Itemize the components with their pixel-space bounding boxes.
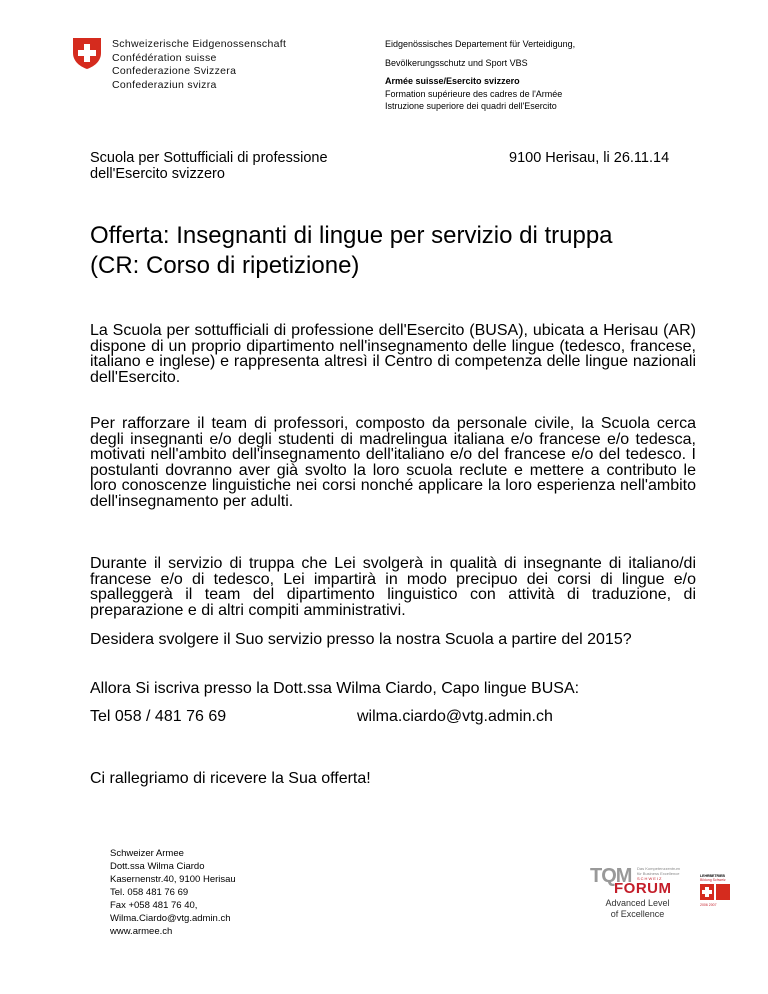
excellence-level: Advanced Level of Excellence xyxy=(605,898,670,919)
confederation-line: Confédération suisse xyxy=(112,51,217,64)
place-date: 9100 Herisau, li 26.11.14 xyxy=(509,150,670,166)
footer-line: Kasernenstr.40, 9100 Herisau xyxy=(110,874,236,885)
footer-address xyxy=(110,847,236,938)
footer-line[interactable]: www.armee.ch xyxy=(110,926,173,937)
apply-line: Allora Si iscriva presso la Dott.ssa Wilma Ciardo, Capo lingue BUSA: xyxy=(90,680,580,697)
confederation-name xyxy=(112,38,286,92)
confederation-line: Confederazione Svizzera xyxy=(112,65,237,77)
department-line: Bevölkerungsschutz und Sport VBS xyxy=(385,57,528,68)
sender-line: dell'Esercito svizzero xyxy=(90,166,225,182)
lehrbetrieb-award-logo: LEHRBETRIEB Bildung Schweiz 2006 2007 xyxy=(700,874,736,907)
footer-line: Dott.ssa Wilma Ciardo xyxy=(110,861,205,872)
school-line: Istruzione superiore dei quadri dell'Esercito xyxy=(385,101,557,111)
paragraph-question: Desidera svolgere il Suo servizio presso la nostra Scuola a partire del 2015? xyxy=(90,631,632,648)
confederation-line: Confederaziun svizra xyxy=(112,78,217,91)
army-line: Armée suisse/Esercito svizzero xyxy=(385,76,520,86)
footer-line[interactable]: Wilma.Ciardo@vtg.admin.ch xyxy=(110,913,231,924)
footer-line: Schweizer Armee xyxy=(110,848,184,859)
paragraph-duties: Durante il servizio di truppa che Lei svolgerà in qualità di insegnante di italiano/di francese e/o di tedesco, Lei impartirà in modo precipuo dei corsi di lingue e/o spalleggerà il team del dipartimento linguistico con attività di traduzione, di preparazione e di altri compiti amministrativi. xyxy=(90,555,696,619)
page-title xyxy=(90,221,710,281)
contact-phone: Tel 058 / 481 76 69 xyxy=(90,708,227,725)
award-emblem-icon xyxy=(700,882,730,902)
tqm-subbrand: SCHWEIZ xyxy=(637,876,663,881)
paragraph-requirements: Per rafforzare il team di professori, composto da personale civile, la Scuola cerca degli insegnanti e/o degli studenti di madrelingua italiana e/o francese e/o tedesca, motivati nell'ambito dell'insegnamento dell'italiano e/o del francese e/o del tedesco. I postulanti dovranno aver già svolto la loro scuola reclute e mettere a contributo le loro conoscenze linguistiche nei corsi nonché applicare la loro esperienza nell'ambito dell'insegnamento per adulti. xyxy=(90,415,696,510)
tqm-brand: TQM xyxy=(590,865,632,887)
swiss-coat-of-arms-icon xyxy=(72,37,102,70)
tqm-tagline: Das Kompetenzzentrum für Business Excellence SCHWEIZ xyxy=(637,866,680,881)
forum-brand: FORUM xyxy=(614,880,672,897)
paragraph-intro: La Scuola per sottufficiali di professione dell'Esercito (BUSA), ubicata a Herisau (AR) dispone di un proprio dipartimento nell'insegnamento delle lingue (tedesco, francese, italiano e inglese) e rappresenta altresì il Centro di competenza delle lingue nazionali dell'Esercito. xyxy=(90,322,696,386)
tqm-forum-logo xyxy=(590,865,690,920)
title-line: Offerta: Insegnanti di lingue per servizio di truppa xyxy=(90,222,613,249)
footer-line: Fax +058 481 76 40, xyxy=(110,900,198,911)
department-block xyxy=(385,38,575,113)
closing-line: Ci rallegriamo di ricevere la Sua offerta! xyxy=(90,770,371,787)
department-line: Eidgenössisches Departement für Verteidigung, xyxy=(385,39,576,49)
footer-line: Tel. 058 481 76 69 xyxy=(110,887,189,898)
confederation-line: Schweizerische Eidgenossenschaft xyxy=(112,38,287,50)
contact-email[interactable]: wilma.ciardo@vtg.admin.ch xyxy=(357,708,553,725)
sender-address xyxy=(90,150,328,182)
sender-line: Scuola per Sottufficiali di professione xyxy=(90,150,328,166)
school-line: Formation supérieure des cadres de l'Armée xyxy=(385,88,563,99)
title-line: (CR: Corso di ripetizione) xyxy=(90,252,360,279)
